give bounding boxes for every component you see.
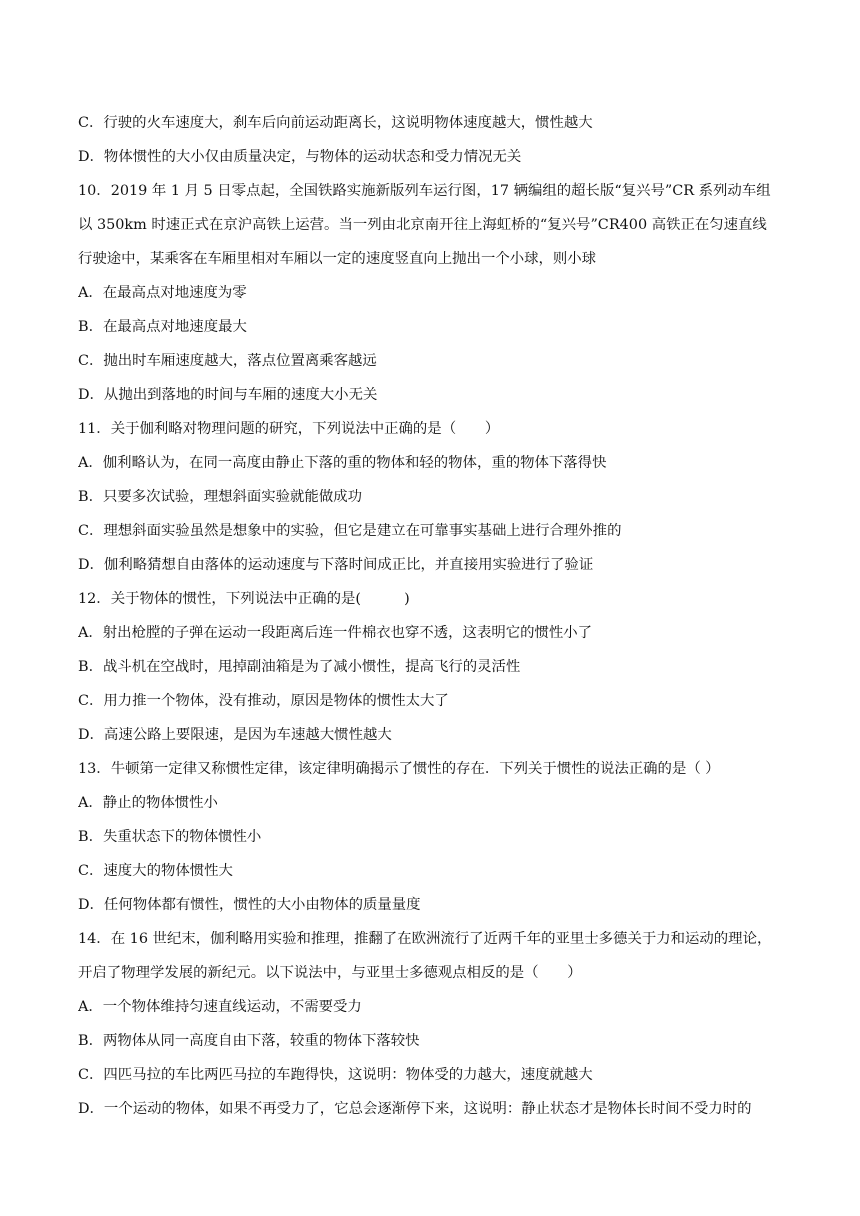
q11-option-d: D．伽利略猜想自由落体的运动速度与下落时间成正比，并直接用实验进行了验证 [78,557,594,573]
q11-option-a: A．伽利略认为，在同一高度由静止下落的重的物体和轻的物体，重的物体下落得快 [78,455,607,471]
q14-option-c: C．四匹马拉的车比两匹马拉的车跑得快，这说明：物体受的力越大，速度就越大 [78,1067,593,1083]
q13-option-d: D．任何物体都有惯性，惯性的大小由物体的质量量度 [78,897,421,913]
q10-option-a: A．在最高点对地速度为零 [78,285,247,301]
document-page [78,106,790,1126]
q11-option-c: C．理想斜面实验虽然是想象中的实验，但它是建立在可靠事实基础上进行合理外推的 [78,523,622,539]
q12-option-b: B．战斗机在空战时，甩掉副油箱是为了减小惯性，提高飞行的灵活性 [78,659,521,675]
q9-option-d: D．物体惯性的大小仅由质量决定，与物体的运动状态和受力情况无关 [78,149,522,165]
q10-option-d: D．从抛出到落地的时间与车厢的速度大小无关 [78,387,378,403]
q14-stem-line-1: 14．在 16 世纪末，伽利略用实验和推理，推翻了在欧洲流行了近两千年的亚里士多德关于力和运动的理论， [78,931,772,947]
q11-option-b: B．只要多次试验，理想斜面实验就能做成功 [78,489,362,505]
q12-option-a: A．射出枪膛的子弹在运动一段距离后连一件棉衣也穿不透，这表明它的惯性小了 [78,625,593,641]
q14-option-a: A．一个物体维持匀速直线运动，不需要受力 [78,999,362,1015]
q10-stem-line-3: 行驶途中，某乘客在车厢里相对车厢以一定的速度竖直向上抛出一个小球，则小球 [78,251,597,267]
q10-stem-line-1: 10．2019 年 1 月 5 日零点起，全国铁路实施新版列车运行图，17 辆编组的超长版“复兴号”CR 系列动车组 [78,183,771,199]
q10-stem-line-2: 以 350km 时速正式在京沪高铁上运营。当一列由北京南开往上海虹桥的“复兴号”CR400 高铁正在匀速直线 [78,217,767,233]
q14-option-b: B．两物体从同一高度自由下落，较重的物体下落较快 [78,1033,420,1049]
q12-stem: 12．关于物体的惯性，下列说法中正确的是( ) [78,591,410,607]
q10-option-b: B．在最高点对地速度最大 [78,319,247,335]
q14-option-d: D．一个运动的物体，如果不再受力了，它总会逐渐停下来，这说明：静止状态才是物体长时间不受力时的 [78,1101,752,1117]
q13-stem: 13．牛顿第一定律又称惯性定律，该定律明确揭示了惯性的存在．下列关于惯性的说法正确的是（ ） [78,761,720,777]
q13-option-c: C．速度大的物体惯性大 [78,863,233,879]
q13-option-a: A．静止的物体惯性小 [78,795,218,811]
q10-option-c: C．抛出时车厢速度越大，落点位置离乘客越远 [78,353,377,369]
q11-stem: 11．关于伽利略对物理问题的研究，下列说法中正确的是（ ） [78,421,500,437]
q14-stem-line-2: 开启了物理学发展的新纪元。以下说法中，与亚里士多德观点相反的是（ ） [78,965,582,981]
q12-option-c: C．用力推一个物体，没有推动，原因是物体的惯性太大了 [78,693,449,709]
q12-option-d: D．高速公路上要限速，是因为车速越大惯性越大 [78,727,392,743]
q13-option-b: B．失重状态下的物体惯性小 [78,829,262,845]
q9-option-c: C．行驶的火车速度大，刹车后向前运动距离长，这说明物体速度越大，惯性越大 [78,115,593,131]
